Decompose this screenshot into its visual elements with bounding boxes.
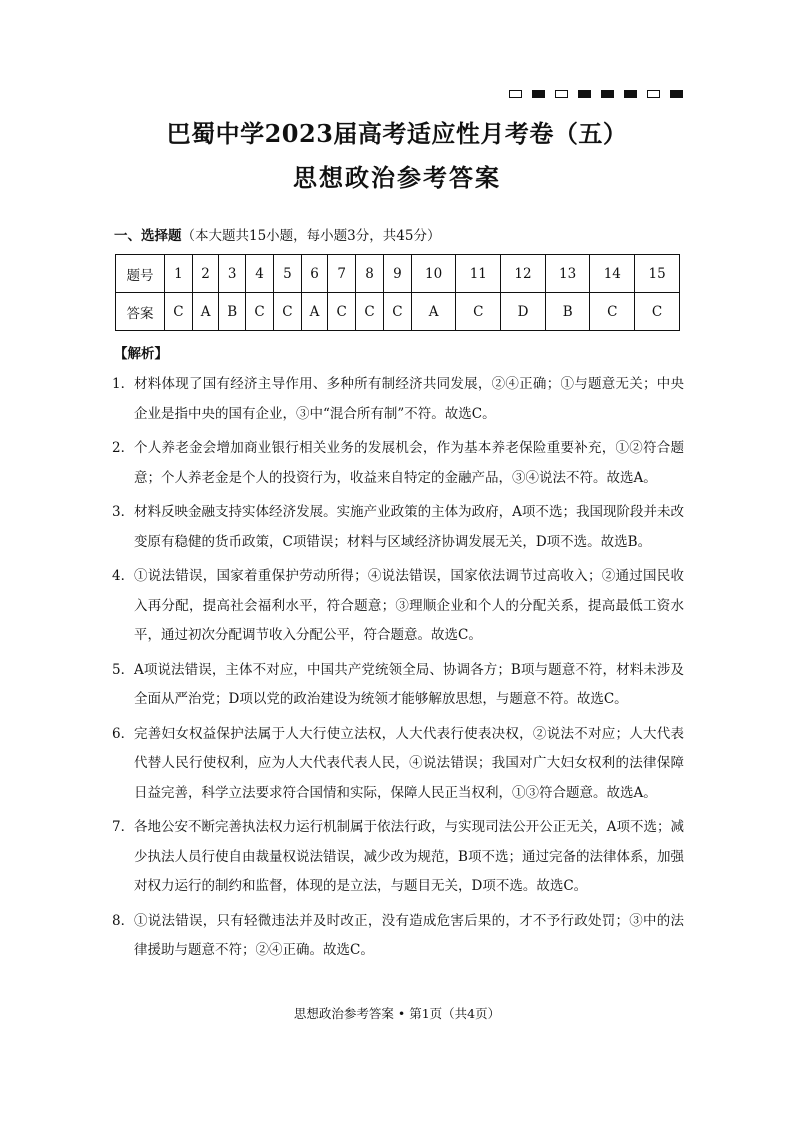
page-title: 巴蜀中学2023届高考适应性月考卷（五） [166, 119, 628, 148]
row-label-number: 题号 [116, 255, 165, 293]
analysis-item [112, 370, 684, 429]
question-number-cell: 7 [328, 255, 356, 293]
answer-table [115, 254, 680, 331]
analysis-item [112, 813, 684, 902]
header-mark-empty [509, 90, 522, 98]
question-number-cell: 13 [545, 255, 590, 293]
item-number: 3． [112, 504, 135, 520]
analysis-item [112, 656, 684, 715]
answer-cell: A [192, 293, 218, 331]
question-number-cell: 11 [456, 255, 501, 293]
question-number-cell: 6 [301, 255, 327, 293]
answer-row [116, 293, 680, 331]
header-mark-filled [624, 90, 637, 98]
row-label-answer: 答案 [116, 293, 165, 331]
answer-cell: C [273, 293, 301, 331]
section-note: （本大题共15小题，每小题3分，共45分） [181, 228, 441, 244]
section-heading [114, 224, 440, 244]
item-number: 5． [112, 661, 135, 678]
answer-cell: C [356, 293, 384, 331]
item-text: 完善妇女权益保护法属于人大行使立法权，人大代表行使表决权，②说法不对应；人大代表代替人民行使权利，应为人大代表代表人民，④说法错误；我国对广大妇女权利的法律保障日益完善，科学立法要求符合国情和实际，保障人民正当权利，①③符合题意。故选A。 [134, 725, 684, 801]
answer-cell: C [590, 293, 635, 331]
analysis-label: 【解析】 [114, 346, 168, 362]
question-number-cell: 5 [273, 255, 301, 293]
item-number: 6． [112, 725, 135, 742]
analysis-item [112, 720, 684, 809]
question-number-cell: 15 [635, 255, 680, 293]
question-number-cell: 8 [356, 255, 384, 293]
item-text: A项说法错误，主体不对应，中国共产党统领全局、协调各方；B项与题意不符，材料未涉及全面从严治党；D项以党的政治建设为统领才能够解放思想，与题意不符。故选C。 [134, 661, 684, 707]
header-mark-filled [532, 90, 545, 98]
analysis-item [112, 562, 684, 651]
answer-cell: C [456, 293, 501, 331]
answer-cell: C [246, 293, 274, 331]
header-mark-filled [578, 90, 591, 98]
analysis-item [112, 434, 684, 493]
question-number-row [116, 255, 680, 293]
question-number-cell: 14 [590, 255, 635, 293]
header-mark-empty [647, 90, 660, 98]
answer-cell: C [635, 293, 680, 331]
analysis-item [112, 907, 684, 966]
answer-cell: D [501, 293, 546, 331]
answer-cell: B [219, 293, 246, 331]
analysis-item [112, 498, 684, 557]
section-title: 一、选择题 [114, 228, 182, 244]
answer-cell: C [328, 293, 356, 331]
item-text: 个人养老金会增加商业银行相关业务的发展机会，作为基本养老保险重要补充，①②符合题意；个人养老金是个人的投资行为，收益来自特定的金融产品，③④说法不符。故选A。 [134, 440, 684, 486]
question-number-cell: 1 [165, 255, 193, 293]
analysis-list [112, 370, 684, 971]
answer-cell: C [165, 293, 193, 331]
answer-cell: A [301, 293, 327, 331]
item-text: 材料反映金融支持实体经济发展。实施产业政策的主体为政府，A项不选；我国现阶段并未改变原有稳健的货币政策，C项错误；材料与区域经济协调发展无关，D项不选。故选B。 [134, 504, 684, 550]
question-number-cell: 9 [383, 255, 411, 293]
item-text: 各地公安不断完善执法权力运行机制属于依法行政，与实现司法公开公正无关，A项不选；减少执法人员行使自由裁量权说法错误，减少改为规范，B项不选；通过完备的法律体系，加强对权力运行的制约和监督，体现的是立法，与题目无关，D项不选。故选C。 [134, 819, 684, 894]
question-number-cell: 4 [246, 255, 274, 293]
question-number-cell: 12 [501, 255, 546, 293]
answer-cell: C [383, 293, 411, 331]
question-number-cell: 3 [219, 255, 246, 293]
item-number: 7． [112, 819, 135, 835]
answer-cell: B [545, 293, 590, 331]
item-number: 4． [112, 568, 135, 584]
header-mark-filled [670, 90, 683, 98]
header-marks [509, 90, 683, 98]
item-text: ①说法错误，国家着重保护劳动所得；④说法错误，国家依法调节过高收入；②通过国民收入再分配，提高社会福利水平，符合题意；③理顺企业和个人的分配关系，提高最低工资水平，通过初次分配调节收入分配公平，符合题意。故选C。 [134, 568, 684, 643]
item-text: ①说法错误，只有轻微违法并及时改正，没有造成危害后果的，才不予行政处罚；③中的法律援助与题意不符；②④正确。故选C。 [134, 912, 684, 958]
page-subtitle: 思想政治参考答案 [293, 163, 501, 192]
header-mark-empty [555, 90, 568, 98]
item-number: 1． [112, 376, 135, 392]
answer-cell: A [411, 293, 456, 331]
question-number-cell: 10 [411, 255, 456, 293]
item-number: 8． [112, 912, 135, 929]
item-text: 材料体现了国有经济主导作用、多种所有制经济共同发展，②④正确；①与题意无关；中央企业是指中央的国有企业，③中“混合所有制”不符。故选C。 [134, 376, 684, 422]
item-number: 2． [112, 440, 135, 456]
question-number-cell: 2 [192, 255, 218, 293]
page-footer: 思想政治参考答案 • 第1页（共4页） [293, 1006, 501, 1021]
header-mark-filled [601, 90, 614, 98]
